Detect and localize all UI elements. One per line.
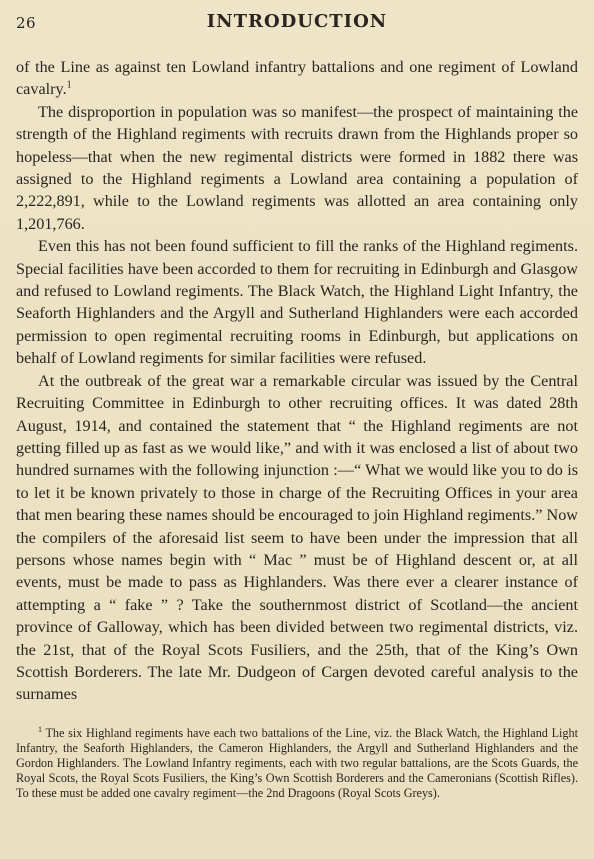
running-head	[16, 10, 578, 36]
paragraph-text: of the Line as against ten Lowland infantry battalions and one regiment of Lowland cavalry.	[16, 58, 578, 99]
paragraph-population: The disproportion in population was so manifest—the prospect of maintaining the strength of the Highland regiments with recruits drawn from the Highlands proper so hopeless—that when the new regimental districts were formed in 1882 there was assigned to the Highland regiments a Lowland area containing a population of 2,222,891, while to the Lowland regiments was allotted an area containing only 1,201,766.	[16, 102, 578, 233]
footnote	[16, 726, 578, 801]
footnote-text: The six Highland regiments have each two battalions of the Line, viz. the Black Watch, the Highland Light Infantry, the Seaforth Highlanders, the Cameron Highlanders, the Argyll and Sutherland Highlanders and the Gordon Highlanders. The Lowland Infantry regiments, each with two regular battalions, are the Scots Guards, the Royal Scots, the Royal Scots Fusiliers, the King’s Own Scottish Borderers and the Cameronians (Scottish Rifles). To these must be added one cavalry regiment—the 2nd Dragoons (Royal Scots Greys).	[16, 725, 578, 801]
section-title: INTRODUCTION	[206, 11, 388, 32]
footnote-reference[interactable]: 1	[66, 80, 72, 92]
body-text	[16, 56, 578, 706]
footnote-mark: 1	[38, 724, 42, 734]
paragraph-continued	[16, 56, 578, 101]
paragraph-recruiting-circular: At the outbreak of the great war a remarkable circular was issued by the Central Recruiting Committee in Edinburgh to other recruiting offices. It was dated 28th August, 1914, and contained the statement that “ the Highland regiments are not getting filled up as fast as we would like,” and with it was enclosed a list of about two hundred surnames with the following injunction :—“ What we would like you to do is to let it be known privately to those in charge of the Recruiting Offices in your area that men bearing these names should be encouraged to join Highland regiments.” Now the compilers of the aforesaid list seem to have been under the impression that all persons whose names begin with “ Mac ” must be of Highland descent or, at all events, must be made to pass as Highlanders. Was there ever a clearer instance of attempting a “ fake ” ? Take the southernmost district of Scotland—the ancient province of Galloway, which has been divided between two regimental districts, viz. the 21st, that of the Royal Scots Fusiliers, and the 25th, that of the King’s Own Scottish Borderers. The late Mr. Dudgeon of Cargen devoted careful analysis to the surnames	[16, 371, 578, 704]
paragraph-recruiting-facilities: Even this has not been found sufficient to fill the ranks of the Highland regiments. Special facilities have been accorded to them for recruiting in Edinburgh and Glasgow and refused to Lowland regiments. The Black Watch, the Highland Light Infantry, the Seaforth Highlanders and the Argyll and Sutherland Highlanders were each accorded permission to open regimental recruiting rooms in Edinburgh, but applications on behalf of Lowland regiments for similar facilities were refused.	[16, 237, 578, 368]
page-number: 26	[16, 14, 37, 32]
